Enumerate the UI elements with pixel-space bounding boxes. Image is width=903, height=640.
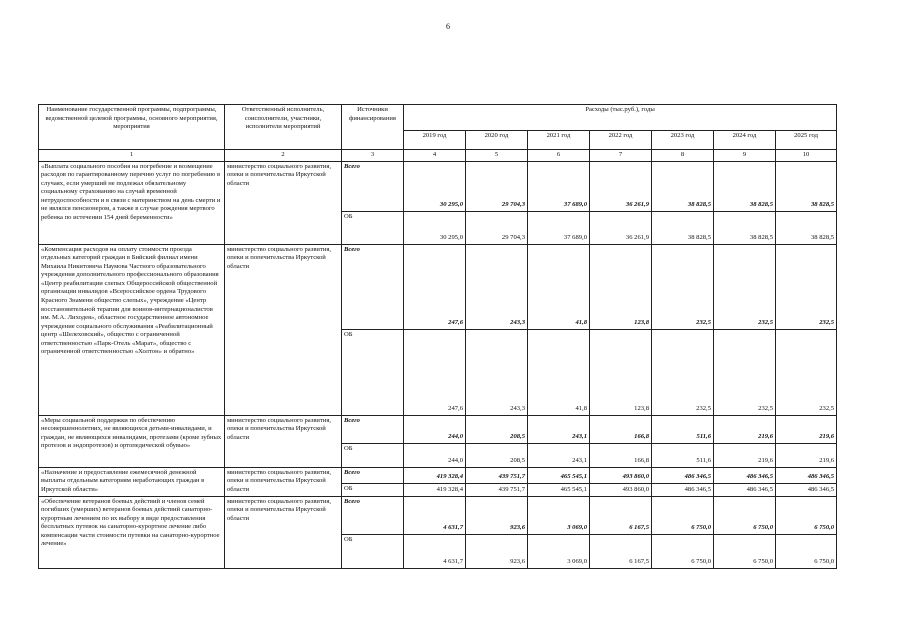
source-total-label: Всего bbox=[342, 244, 404, 329]
total-value-cell: 30 295,0 bbox=[404, 161, 466, 211]
source-total-label: Всего bbox=[342, 467, 404, 483]
program-name-cell: «Меры социальной поддержки по обеспечению несовершеннолетних, не являющихся детьми-инвалидами, и граждан, не являющихся инвалидами, протезами (кроме зубных протезов и эндопротезов) и ортопедической обувью» bbox=[39, 415, 225, 467]
header-executor: Ответственный исполнитель, соисполнители, участники, исполнители мероприятий bbox=[225, 105, 342, 150]
source-total-label: Всего bbox=[342, 415, 404, 443]
source-ob-label: ОБ bbox=[342, 534, 404, 568]
total-value-cell: 6 167,5 bbox=[590, 496, 652, 534]
ob-value-cell: 419 328,4 bbox=[404, 483, 466, 496]
ob-value-cell: 166,8 bbox=[590, 443, 652, 467]
total-value-cell: 38 828,5 bbox=[652, 161, 714, 211]
table-row bbox=[39, 161, 837, 211]
executor-cell: министерство социального развития, опеки и попечительства Иркутской области bbox=[225, 244, 342, 415]
table-row bbox=[39, 467, 837, 483]
total-value-cell: 166,8 bbox=[590, 415, 652, 443]
executor-cell: министерство социального развития, опеки и попечительства Иркутской области bbox=[225, 496, 342, 568]
ob-value-cell: 486 346,5 bbox=[776, 483, 837, 496]
header-year: 2023 год bbox=[652, 131, 714, 150]
table-row bbox=[39, 244, 837, 329]
ob-value-cell: 30 295,0 bbox=[404, 211, 466, 244]
ob-value-cell: 3 069,0 bbox=[528, 534, 590, 568]
total-value-cell: 232,5 bbox=[776, 244, 837, 329]
executor-cell: министерство социального развития, опеки и попечительства Иркутской области bbox=[225, 161, 342, 244]
total-value-cell: 493 860,0 bbox=[590, 467, 652, 483]
header-year: 2025 год bbox=[776, 131, 837, 150]
total-value-cell: 6 750,0 bbox=[652, 496, 714, 534]
ob-value-cell: 247,6 bbox=[404, 329, 466, 415]
total-value-cell: 232,5 bbox=[714, 244, 776, 329]
total-value-cell: 219,6 bbox=[714, 415, 776, 443]
total-value-cell: 208,5 bbox=[466, 415, 528, 443]
ob-value-cell: 38 828,5 bbox=[714, 211, 776, 244]
header-year: 2024 год bbox=[714, 131, 776, 150]
total-value-cell: 41,8 bbox=[528, 244, 590, 329]
ob-value-cell: 4 631,7 bbox=[404, 534, 466, 568]
column-number: 10 bbox=[776, 150, 837, 162]
ob-value-cell: 38 828,5 bbox=[776, 211, 837, 244]
total-value-cell: 243,1 bbox=[528, 415, 590, 443]
ob-value-cell: 493 860,0 bbox=[590, 483, 652, 496]
ob-value-cell: 243,1 bbox=[528, 443, 590, 467]
total-value-cell: 29 704,3 bbox=[466, 161, 528, 211]
column-number: 9 bbox=[714, 150, 776, 162]
total-value-cell: 465 545,1 bbox=[528, 467, 590, 483]
header-program: Наименование государственной программы, подпрограммы, ведомственной целевой программы, основного мероприятия, мероприятия bbox=[39, 105, 225, 150]
total-value-cell: 247,6 bbox=[404, 244, 466, 329]
ob-value-cell: 232,5 bbox=[714, 329, 776, 415]
page-number: 6 bbox=[446, 22, 450, 31]
total-value-cell: 243,3 bbox=[466, 244, 528, 329]
ob-value-cell: 923,6 bbox=[466, 534, 528, 568]
ob-value-cell: 36 261,9 bbox=[590, 211, 652, 244]
program-name-cell: «Обеспечение ветеранов боевых действий и членов семей погибших (умерших) ветеранов боевых действий санаторно-курортным лечением по их выбору в виде предоставления бесплатных путевок на санаторно-курортное лечение либо компенсации части стоимости путевки на санаторно-курортное лечение» bbox=[39, 496, 225, 568]
total-value-cell: 511,6 bbox=[652, 415, 714, 443]
total-value-cell: 219,6 bbox=[776, 415, 837, 443]
ob-value-cell: 439 751,7 bbox=[466, 483, 528, 496]
ob-value-cell: 243,3 bbox=[466, 329, 528, 415]
program-name-cell: «Назначение и предоставление ежемесячной денежной выплаты отдельным категориям неработающих граждан в Иркутской области» bbox=[39, 467, 225, 496]
ob-value-cell: 219,6 bbox=[776, 443, 837, 467]
total-value-cell: 6 750,0 bbox=[776, 496, 837, 534]
source-ob-label: ОБ bbox=[342, 443, 404, 467]
program-name-cell: «Выплата социального пособия на погребение и возмещение расходов по гарантированному перечню услуг по погребению в случаях, если умерший не подлежал обязательному социальному страхованию на случай временной нетрудоспособности и в связи с материнством на день смерти и не являлся пенсионером, а также в случае рождения мертвого ребенка по истечении 154 дней беременности» bbox=[39, 161, 225, 244]
total-value-cell: 486 346,5 bbox=[776, 467, 837, 483]
column-number: 6 bbox=[528, 150, 590, 162]
header-source: Источники финансирования bbox=[342, 105, 404, 150]
budget-table bbox=[38, 104, 837, 569]
ob-value-cell: 6 750,0 bbox=[714, 534, 776, 568]
total-value-cell: 38 828,5 bbox=[776, 161, 837, 211]
ob-value-cell: 232,5 bbox=[652, 329, 714, 415]
ob-value-cell: 219,6 bbox=[714, 443, 776, 467]
total-value-cell: 36 261,9 bbox=[590, 161, 652, 211]
total-value-cell: 4 631,7 bbox=[404, 496, 466, 534]
ob-value-cell: 465 545,1 bbox=[528, 483, 590, 496]
ob-value-cell: 208,5 bbox=[466, 443, 528, 467]
ob-value-cell: 511,6 bbox=[652, 443, 714, 467]
source-ob-label: ОБ bbox=[342, 483, 404, 496]
total-value-cell: 486 346,5 bbox=[714, 467, 776, 483]
ob-value-cell: 123,8 bbox=[590, 329, 652, 415]
column-number: 5 bbox=[466, 150, 528, 162]
total-value-cell: 3 069,0 bbox=[528, 496, 590, 534]
executor-cell: министерство социального развития, опеки и попечительства Иркутской области bbox=[225, 415, 342, 467]
column-number: 2 bbox=[225, 150, 342, 162]
total-value-cell: 419 328,4 bbox=[404, 467, 466, 483]
total-value-cell: 38 828,5 bbox=[714, 161, 776, 211]
column-number: 1 bbox=[39, 150, 225, 162]
ob-value-cell: 486 346,5 bbox=[714, 483, 776, 496]
header-year: 2020 год bbox=[466, 131, 528, 150]
total-value-cell: 486 346,5 bbox=[652, 467, 714, 483]
total-value-cell: 37 689,0 bbox=[528, 161, 590, 211]
header-year: 2022 год bbox=[590, 131, 652, 150]
total-value-cell: 6 750,0 bbox=[714, 496, 776, 534]
ob-value-cell: 38 828,5 bbox=[652, 211, 714, 244]
total-value-cell: 123,8 bbox=[590, 244, 652, 329]
ob-value-cell: 6 750,0 bbox=[776, 534, 837, 568]
column-number: 8 bbox=[652, 150, 714, 162]
ob-value-cell: 244,0 bbox=[404, 443, 466, 467]
ob-value-cell: 6 750,0 bbox=[652, 534, 714, 568]
header-year: 2019 год bbox=[404, 131, 466, 150]
table-row bbox=[39, 415, 837, 443]
column-number: 3 bbox=[342, 150, 404, 162]
ob-value-cell: 232,5 bbox=[776, 329, 837, 415]
total-value-cell: 244,0 bbox=[404, 415, 466, 443]
column-numbers-row bbox=[39, 150, 837, 162]
source-total-label: Всего bbox=[342, 496, 404, 534]
ob-value-cell: 41,8 bbox=[528, 329, 590, 415]
ob-value-cell: 37 689,0 bbox=[528, 211, 590, 244]
total-value-cell: 923,6 bbox=[466, 496, 528, 534]
ob-value-cell: 6 167,5 bbox=[590, 534, 652, 568]
column-number: 7 bbox=[590, 150, 652, 162]
total-value-cell: 439 751,7 bbox=[466, 467, 528, 483]
source-total-label: Всего bbox=[342, 161, 404, 211]
executor-cell: министерство социального развития, опеки и попечительства Иркутской области bbox=[225, 467, 342, 496]
program-name-cell: «Компенсация расходов на оплату стоимости проезда отдельных категорий граждан в Бийский филиал имени Михаила Никитовича Наумова Частного образовательного учреждения дополнительного профессионального образования «Центр реабилитации слепых Общероссийской общественной организации инвалидов «Всероссийское ордена Трудового Красного Знамени общество слепых», учреждение «Центр восстановительной терапии для воинов-интернационалистов им. М.А. Лиходея», областное государственное автономное учреждение социального обслуживания «Реабилитационный центр «Шелеховский», общество с ограниченной ответственностью «Парк-Отель «Марат», общество с ограниченной ответственностью «Холтон» и обратно» bbox=[39, 244, 225, 415]
source-ob-label: ОБ bbox=[342, 211, 404, 244]
ob-value-cell: 486 346,5 bbox=[652, 483, 714, 496]
column-number: 4 bbox=[404, 150, 466, 162]
header-year: 2021 год bbox=[528, 131, 590, 150]
ob-value-cell: 29 704,3 bbox=[466, 211, 528, 244]
header-expenses: Расходы (тыс.руб.), годы bbox=[404, 105, 837, 131]
table-row bbox=[39, 496, 837, 534]
total-value-cell: 232,5 bbox=[652, 244, 714, 329]
source-ob-label: ОБ bbox=[342, 329, 404, 415]
